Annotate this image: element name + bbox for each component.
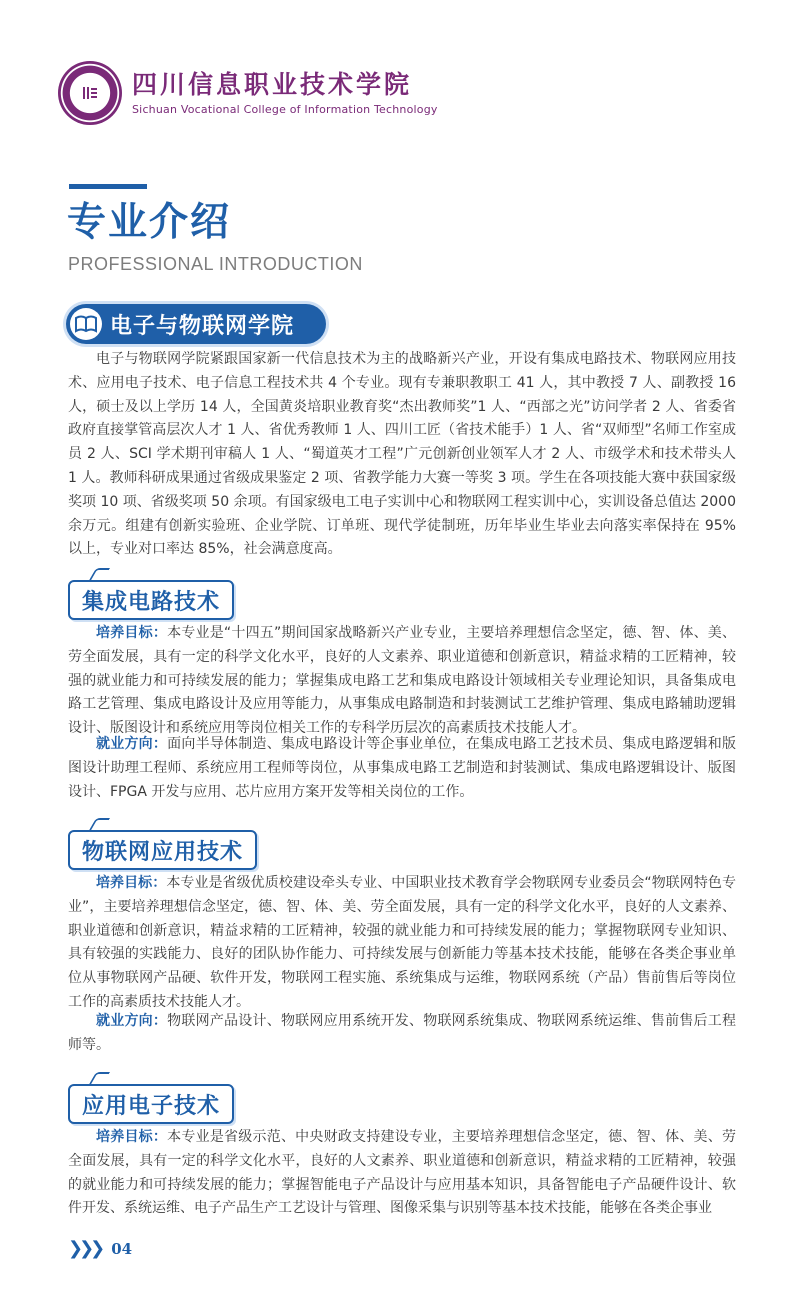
school-seal-logo xyxy=(58,61,122,125)
chevrons-right-icon: ❯❯❯ xyxy=(68,1238,102,1259)
major-name: 集成电路技术 xyxy=(82,589,221,615)
goal-label: 培养目标： xyxy=(96,625,168,641)
major-direction xyxy=(68,1010,736,1058)
college-intro: 电子与物联网学院紧跟国家新一代信息技术为主的战略新兴产业，开设有集成电路技术、物联网应用技术、应用电子技术、电子信息工程技术共 4 个专业。现有专兼职教职工 41 人，其中教授 7 人、副教授 16 人，硕士及以上学历 14 人，全国黄炎培职业教育奖“杰出教师奖”1 人、“西部之光”访问学者 2 人、省委省政府直接掌管高层次人才 1 人、省优秀教师 1 人、四川工匠（省技术能手）1 人、省“双师型”名师工作室成员 2 人、SCI 学术期刊审稿人 1 人、“蜀道英才工程”广元创新创业领军人才 2 人、市级学术和技术带头人 1 人。教师科研成果通过省级成果鉴定 2 项、省教学能力大赛一等奖 3 项。学生在各项技能大赛中获国家级奖项 10 项、省级奖项 50 余项。有国家级电工电子实训中心和物联网工程实训中心，实训设备总值达 2000 余万元。组建有创新实验班、企业学院、订单班、现代学徒制班，历年毕业生毕业去向落实率保持在 95% 以上，专业对口率达 85%，社会满意度高。 xyxy=(68,351,736,558)
page-number: 04 xyxy=(111,1239,133,1258)
goal-label: 培养目标： xyxy=(96,875,167,891)
college-name: 电子与物联网学院 xyxy=(110,312,295,339)
title-accent-bar xyxy=(69,184,147,189)
goal-text: 本专业是省级优质校建设牵头专业、中国职业技术教育学会物联网专业委员会“物联网特色专业”，主要培养理想信念坚定，德、智、体、美、劳全面发展，具有一定的科学文化水平，良好的人文素养、职业道德和创新意识，精益求精的工匠精神，较强的就业能力和可持续发展的能力；掌握物联网专业知识、具有较强的实践能力、良好的团队协作能力、可持续发展与创新能力等基本技术技能，能够在各类企事业单位从事物联网产品硬、软件开发，物联网工程实施、系统集成与运维，物联网系统（产品）售前售后等岗位工作的高素质技术技能人才。 xyxy=(68,875,736,1010)
heading-notch-icon xyxy=(88,568,110,582)
major-heading-ae xyxy=(68,1084,234,1124)
college-heading xyxy=(66,304,326,344)
page-title: 专业介绍 xyxy=(67,200,232,245)
major-goal xyxy=(68,1126,736,1221)
heading-notch-icon xyxy=(88,1072,110,1086)
major-goal xyxy=(68,622,736,741)
goal-text: 本专业是“十四五”期间国家战略新兴产业专业，主要培养理想信念坚定，德、智、体、美、劳全面发展，具有一定的科学文化水平，良好的人文素养、职业道德和创新意识，精益求精的工匠精神，较强的就业能力和可持续发展的能力；掌握集成电路工艺和集成电路设计领域相关专业理论知识，具备集成电路工艺管理、集成电路设计及应用等能力，从事集成电路制造和封装测试工艺维护管理、集成电路辅助逻辑设计、版图设计和系统应用等岗位相关工作的专科学历层次的高素质技术技能人才。 xyxy=(68,625,736,737)
school-header xyxy=(58,58,438,128)
school-name-en: Sichuan Vocational College of Information Technology xyxy=(132,103,438,116)
major-goal xyxy=(68,872,736,1015)
page-footer xyxy=(68,1238,132,1259)
goal-text: 本专业是省级示范、中央财政支持建设专业，主要培养理想信念坚定，德、智、体、美、劳全面发展，具有一定的科学文化水平，良好的人文素养、职业道德和创新意识，精益求精的工匠精神，较强的就业能力和可持续发展的能力；掌握智能电子产品设计与应用基本知识，具备智能电子产品硬件设计、软件开发、系统运维、电子产品生产工艺设计与管理、图像采集与识别等基本技术技能，能够在各类企事业 xyxy=(68,1129,737,1217)
school-name-block xyxy=(132,69,438,117)
seal-emblem-icon xyxy=(79,82,101,104)
school-name-cn: 四川信息职业技术学院 xyxy=(132,70,413,99)
goal-label: 培养目标： xyxy=(96,1129,168,1145)
page-subtitle: PROFESSIONAL INTRODUCTION xyxy=(68,254,363,274)
direction-text: 面向半导体制造、集成电路设计等企事业单位，在集成电路工艺技术员、集成电路逻辑和版图设计助理工程师、系统应用工程师等岗位，从事集成电路工艺制造和封装测试、集成电路逻辑设计、版图设计、FPGA 开发与应用、芯片应用方案开发等相关岗位的工作。 xyxy=(68,736,737,800)
major-name: 应用电子技术 xyxy=(82,1093,221,1119)
major-heading-iot xyxy=(68,830,257,870)
major-name: 物联网应用技术 xyxy=(82,839,244,865)
direction-text: 物联网产品设计、物联网应用系统开发、物联网系统集成、物联网系统运维、售前售后工程师等。 xyxy=(68,1013,737,1053)
major-direction xyxy=(68,733,736,804)
direction-label: 就业方向： xyxy=(96,1013,168,1029)
major-heading-ic xyxy=(68,580,234,620)
heading-notch-icon xyxy=(88,818,110,832)
book-icon xyxy=(70,308,102,340)
direction-label: 就业方向： xyxy=(96,736,168,752)
